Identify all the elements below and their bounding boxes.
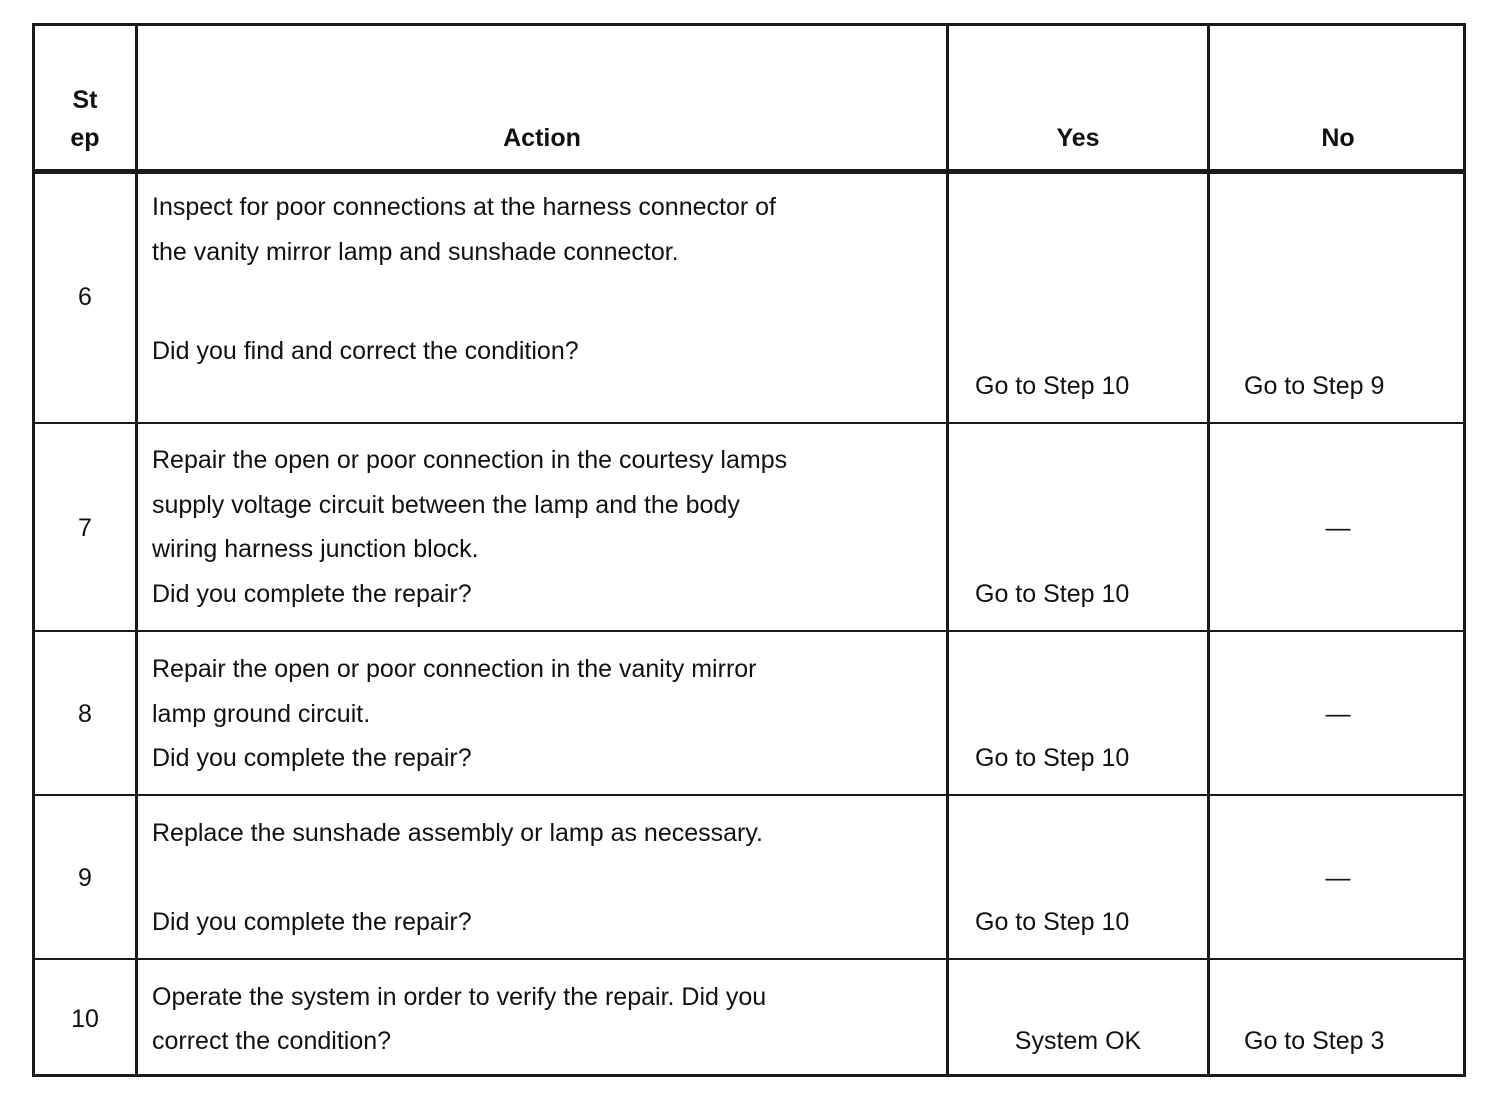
column-divider (946, 26, 949, 1074)
row-action-question: Did you complete the repair? (152, 744, 472, 772)
row-action-text: Operate the system in order to verify the repair. Did you (152, 983, 767, 1011)
row-step: 10 (71, 1005, 99, 1033)
header-step-line: St (72, 86, 98, 114)
row-divider (35, 630, 1463, 632)
row-no: — (1325, 514, 1351, 542)
row-step: 6 (78, 283, 92, 311)
row-action-text: wiring harness junction block. (152, 535, 479, 563)
row-action-text: Inspect for poor connections at the harness connector of (152, 193, 776, 221)
row-divider (35, 422, 1463, 424)
header-step (35, 81, 135, 157)
row-action-question: Did you complete the repair? (152, 580, 472, 608)
row-no: Go to Step 9 (1244, 372, 1385, 400)
column-divider (135, 26, 138, 1074)
row-action-text: lamp ground circuit. (152, 700, 371, 728)
row-step: 8 (78, 700, 92, 728)
row-yes: Go to Step 10 (975, 744, 1130, 772)
row-action-text: Repair the open or poor connection in the courtesy lamps (152, 446, 788, 474)
diagnostic-table (32, 23, 1466, 1077)
row-no: — (1325, 864, 1351, 892)
row-action-question: Did you complete the repair? (152, 908, 472, 936)
row-action-text: correct the condition? (152, 1027, 392, 1055)
header-step-line: ep (70, 124, 100, 152)
row-no: — (1325, 700, 1351, 728)
row-no: Go to Step 3 (1244, 1027, 1385, 1055)
row-action-text: Replace the sunshade assembly or lamp as necessary. (152, 819, 763, 847)
header-divider (35, 169, 1463, 174)
row-yes: Go to Step 10 (975, 372, 1130, 400)
header-action: Action (503, 124, 581, 152)
row-action-text: Repair the open or poor connection in the vanity mirror (152, 655, 757, 683)
header-no: No (1321, 124, 1355, 152)
row-step: 9 (78, 864, 92, 892)
row-yes: Go to Step 10 (975, 908, 1130, 936)
row-action-text: the vanity mirror lamp and sunshade connector. (152, 238, 679, 266)
row-divider (35, 958, 1463, 960)
row-yes: Go to Step 10 (975, 580, 1130, 608)
row-yes: System OK (1014, 1027, 1142, 1055)
row-action-question: Did you find and correct the condition? (152, 337, 579, 365)
row-step: 7 (78, 514, 92, 542)
row-divider (35, 794, 1463, 796)
header-yes: Yes (1056, 124, 1100, 152)
row-action-text: supply voltage circuit between the lamp and the body (152, 491, 740, 519)
